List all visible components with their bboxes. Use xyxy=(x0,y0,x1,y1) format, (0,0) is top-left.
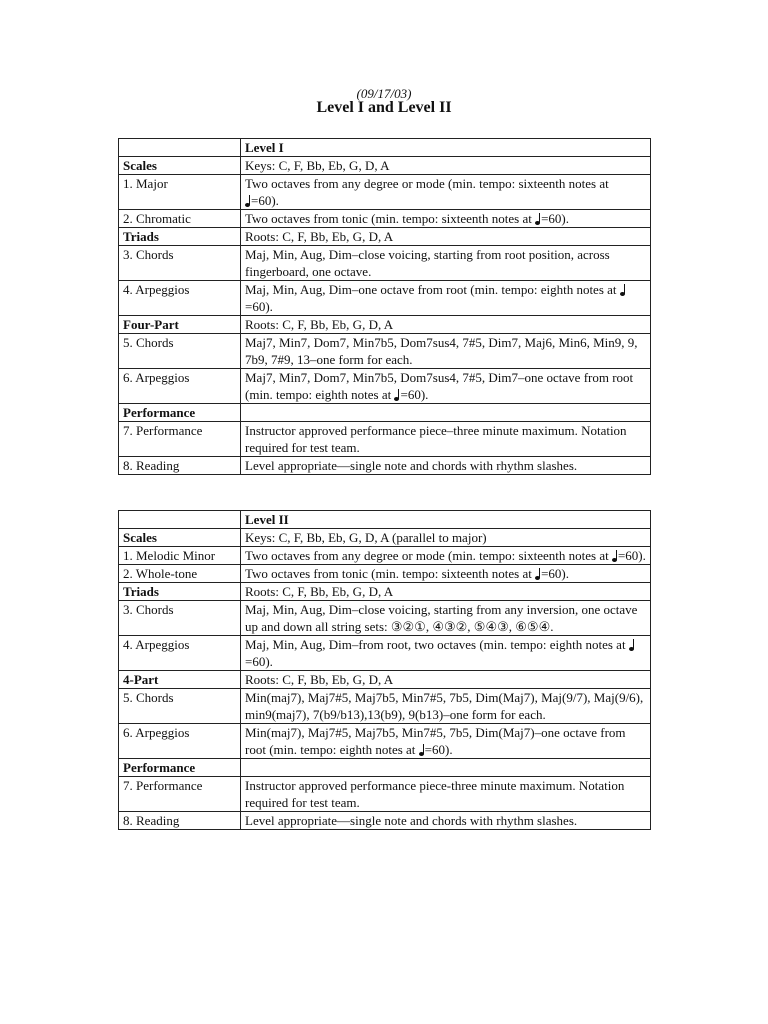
item-chords: 3. Chords xyxy=(119,601,241,636)
item-arpeggios-desc: Maj, Min, Aug, Dim–from root, two octaves (min. tempo: eighth notes at =60). xyxy=(241,636,651,671)
section-heading-scales: Scales xyxy=(119,157,241,175)
item-major-desc: Two octaves from any degree or mode (min. tempo: sixteenth notes at =60). xyxy=(241,175,651,210)
level-1-table xyxy=(118,138,651,475)
quarter-note-icon xyxy=(535,213,541,225)
section-heading-triads: Triads xyxy=(119,583,241,601)
scales-keys: Keys: C, F, Bb, Eb, G, D, A (parallel to major) xyxy=(241,529,651,547)
item-arpeggios: 6. Arpeggios xyxy=(119,724,241,759)
quarter-note-icon xyxy=(535,568,541,580)
quarter-note-icon xyxy=(419,744,425,756)
section-heading-four-part: Four-Part xyxy=(119,316,241,334)
item-chords-desc: Min(maj7), Maj7#5, Maj7b5, Min7#5, 7b5, Dim(Maj7), Maj(9/7), Maj(9/6), min9(maj7), 7(b9/b13),13(b9), 9(b13)–one form for each. xyxy=(241,689,651,724)
item-arpeggios-desc: Maj, Min, Aug, Dim–one octave from root (min. tempo: eighth notes at =60). xyxy=(241,281,651,316)
table-row xyxy=(119,583,651,601)
item-chords-desc: Maj7, Min7, Dom7, Min7b5, Dom7sus4, 7#5, Dim7, Maj6, Min6, Min9, 9, 7b9, 7#9, 13–one form for each. xyxy=(241,334,651,369)
table-row xyxy=(119,157,651,175)
table-row xyxy=(119,601,651,636)
table-row xyxy=(119,529,651,547)
item-melodic-minor-desc: Two octaves from any degree or mode (min. tempo: sixteenth notes at =60). xyxy=(241,547,651,565)
table-row xyxy=(119,812,651,830)
section-heading-scales: Scales xyxy=(119,529,241,547)
triads-roots: Roots: C, F, Bb, Eb, G, D, A xyxy=(241,228,651,246)
table-row xyxy=(119,175,651,210)
item-arpeggios: 4. Arpeggios xyxy=(119,636,241,671)
section-heading-performance: Performance xyxy=(119,404,241,422)
item-chords-desc: Maj, Min, Aug, Dim–close voicing, starting from any inversion, one octave up and down all string sets: ③②①, ④③②, ⑤④③, ⑥⑤④. xyxy=(241,601,651,636)
item-whole-tone-desc: Two octaves from tonic (min. tempo: sixteenth notes at =60). xyxy=(241,565,651,583)
level-2-table xyxy=(118,510,651,830)
item-reading-desc: Level appropriate—single note and chords with rhythm slashes. xyxy=(241,812,651,830)
level-heading: Level II xyxy=(241,511,651,529)
table-row xyxy=(119,334,651,369)
item-performance-desc: Instructor approved performance piece-three minute maximum. Notation required for test team. xyxy=(241,777,651,812)
item-melodic-minor: 1. Melodic Minor xyxy=(119,547,241,565)
table-row xyxy=(119,228,651,246)
item-reading-desc: Level appropriate—single note and chords with rhythm slashes. xyxy=(241,457,651,475)
table-row xyxy=(119,511,651,529)
table-row xyxy=(119,139,651,157)
quarter-note-icon xyxy=(245,195,251,207)
item-chromatic: 2. Chromatic xyxy=(119,210,241,228)
item-chords: 5. Chords xyxy=(119,689,241,724)
item-whole-tone: 2. Whole-tone xyxy=(119,565,241,583)
table-row xyxy=(119,689,651,724)
level-heading: Level I xyxy=(241,139,651,157)
table-row xyxy=(119,565,651,583)
empty-cell xyxy=(241,759,651,777)
table-row xyxy=(119,281,651,316)
quarter-note-icon xyxy=(620,284,626,296)
table-row xyxy=(119,246,651,281)
item-performance-desc: Instructor approved performance piece–three minute maximum. Notation required for test team. xyxy=(241,422,651,457)
four-part-roots: Roots: C, F, Bb, Eb, G, D, A xyxy=(241,671,651,689)
section-heading-triads: Triads xyxy=(119,228,241,246)
document-date: (09/17/03) xyxy=(356,86,412,101)
table-row xyxy=(119,671,651,689)
table-row xyxy=(119,777,651,812)
table-row xyxy=(119,210,651,228)
empty-cell xyxy=(241,404,651,422)
four-part-roots: Roots: C, F, Bb, Eb, G, D, A xyxy=(241,316,651,334)
table-row xyxy=(119,422,651,457)
item-arpeggios-desc: Maj7, Min7, Dom7, Min7b5, Dom7sus4, 7#5, Dim7–one octave from root (min. tempo: eighth notes at =60). xyxy=(241,369,651,404)
item-chords-desc: Maj, Min, Aug, Dim–close voicing, starting from root position, across fingerboard, one octave. xyxy=(241,246,651,281)
item-arpeggios-desc: Min(maj7), Maj7#5, Maj7b5, Min7#5, 7b5, Dim(Maj7)–one octave from root (min. tempo: eighth notes at =60). xyxy=(241,724,651,759)
triads-roots: Roots: C, F, Bb, Eb, G, D, A xyxy=(241,583,651,601)
table-row xyxy=(119,636,651,671)
scales-keys: Keys: C, F, Bb, Eb, G, D, A xyxy=(241,157,651,175)
table-row xyxy=(119,547,651,565)
item-reading: 8. Reading xyxy=(119,812,241,830)
quarter-note-icon xyxy=(629,639,635,651)
table-row xyxy=(119,457,651,475)
item-arpeggios: 6. Arpeggios xyxy=(119,369,241,404)
quarter-note-icon xyxy=(612,550,618,562)
quarter-note-icon xyxy=(394,389,400,401)
table-row xyxy=(119,724,651,759)
item-chords: 3. Chords xyxy=(119,246,241,281)
item-performance: 7. Performance xyxy=(119,777,241,812)
item-chromatic-desc: Two octaves from tonic (min. tempo: sixteenth notes at =60). xyxy=(241,210,651,228)
table-row xyxy=(119,404,651,422)
section-heading-four-part: 4-Part xyxy=(119,671,241,689)
item-reading: 8. Reading xyxy=(119,457,241,475)
empty-cell xyxy=(119,511,241,529)
item-major: 1. Major xyxy=(119,175,241,210)
table-row xyxy=(119,316,651,334)
document-title: Level I and Level II xyxy=(316,99,452,116)
table-row xyxy=(119,759,651,777)
empty-cell xyxy=(119,139,241,157)
item-arpeggios: 4. Arpeggios xyxy=(119,281,241,316)
section-heading-performance: Performance xyxy=(119,759,241,777)
item-chords: 5. Chords xyxy=(119,334,241,369)
table-row xyxy=(119,369,651,404)
item-performance: 7. Performance xyxy=(119,422,241,457)
